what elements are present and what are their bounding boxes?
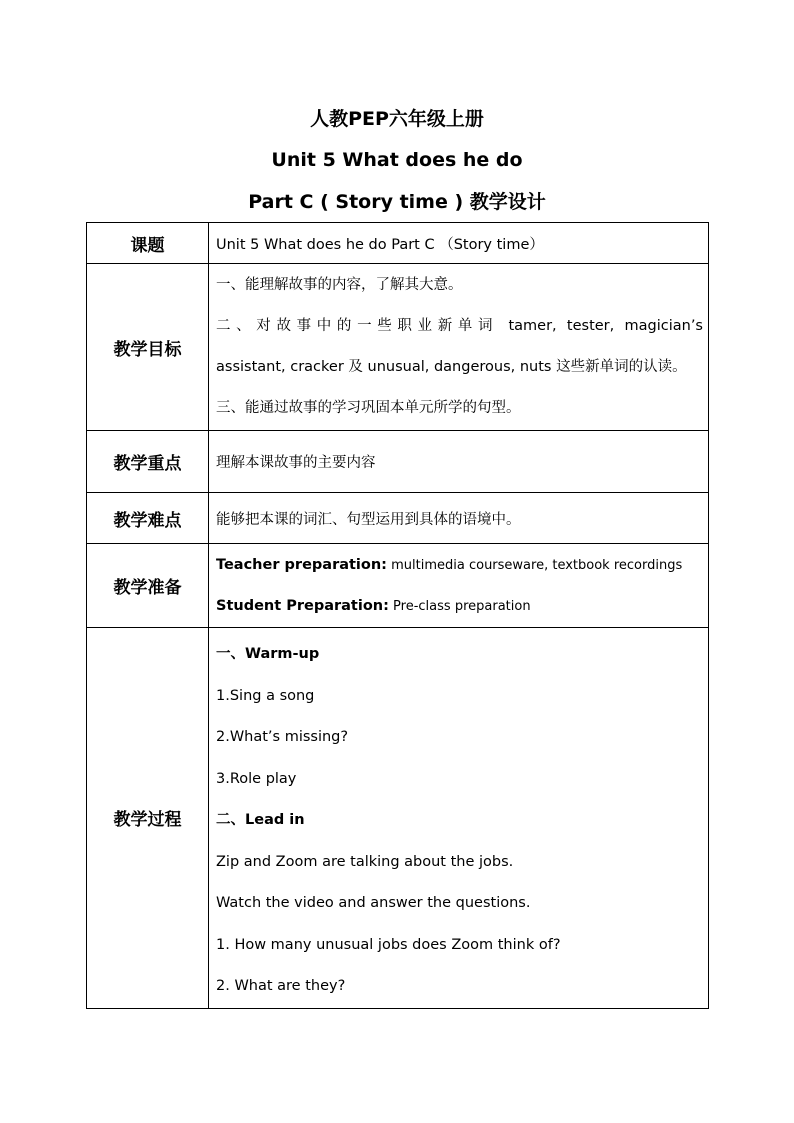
warmup-item: 3.Role play bbox=[216, 770, 297, 787]
goals-label: 教学目标 bbox=[87, 264, 209, 431]
table-row-difficulty bbox=[87, 493, 709, 544]
warmup-item: 2.What’s missing? bbox=[216, 729, 349, 745]
process-value bbox=[209, 628, 709, 1009]
lesson-plan-table bbox=[86, 222, 709, 1009]
difficulty-label: 教学难点 bbox=[87, 493, 209, 544]
student-preparation-label: Student Preparation: bbox=[216, 597, 389, 614]
doc-title-part: Part C ( Story time ) 教学设计 bbox=[248, 191, 546, 213]
preparation-value bbox=[209, 544, 709, 628]
focus-label: 教学重点 bbox=[87, 431, 209, 493]
focus-text: 理解本课故事的主要内容 bbox=[216, 455, 376, 471]
goal-item: 二、对故事中的一些职业新单词 tamer, tester, magician’s bbox=[216, 318, 703, 334]
goal-item: assistant, cracker 及 unusual, dangerous, nuts 这些新单词的认读。 bbox=[216, 359, 687, 375]
table-row-preparation bbox=[87, 544, 709, 628]
topic-label: 课题 bbox=[87, 223, 209, 264]
teacher-preparation bbox=[216, 545, 703, 586]
focus-value bbox=[209, 431, 709, 493]
teacher-preparation-label: Teacher preparation: bbox=[216, 556, 387, 573]
leadin-item: 1. How many unusual jobs does Zoom think of? bbox=[216, 936, 561, 953]
leadin-heading: 二、Lead in bbox=[216, 812, 305, 828]
leadin-item: Watch the video and answer the questions. bbox=[216, 895, 531, 911]
topic-text: Unit 5 What does he do Part C （Story time） bbox=[216, 236, 544, 253]
difficulty-value bbox=[209, 493, 709, 544]
doc-title-unit: Unit 5 What does he do bbox=[271, 149, 523, 171]
doc-title-grade: 人教PEP六年级上册 bbox=[310, 108, 484, 130]
table-row-focus bbox=[87, 431, 709, 493]
student-preparation-text: Pre-class preparation bbox=[388, 598, 531, 614]
leadin-item: Zip and Zoom are talking about the jobs. bbox=[216, 853, 514, 870]
topic-value bbox=[209, 223, 709, 264]
process-label: 教学过程 bbox=[87, 628, 209, 1009]
goals-value bbox=[209, 264, 709, 431]
table-row-goals bbox=[87, 264, 709, 431]
goal-item: 三、能通过故事的学习巩固本单元所学的句型。 bbox=[216, 400, 521, 416]
table-row-topic bbox=[87, 223, 709, 264]
difficulty-text: 能够把本课的词汇、句型运用到具体的语境中。 bbox=[216, 511, 521, 528]
goal-item: 一、能理解故事的内容，了解其大意。 bbox=[216, 277, 463, 293]
student-preparation bbox=[216, 586, 703, 627]
table-row-process bbox=[87, 628, 709, 1009]
preparation-label: 教学准备 bbox=[87, 544, 209, 628]
leadin-item: 2. What are they? bbox=[216, 978, 346, 994]
warmup-item: 1.Sing a song bbox=[216, 687, 315, 704]
warmup-heading: 一、Warm-up bbox=[216, 646, 320, 662]
teacher-preparation-text: multimedia courseware, textbook recordings bbox=[386, 557, 683, 573]
